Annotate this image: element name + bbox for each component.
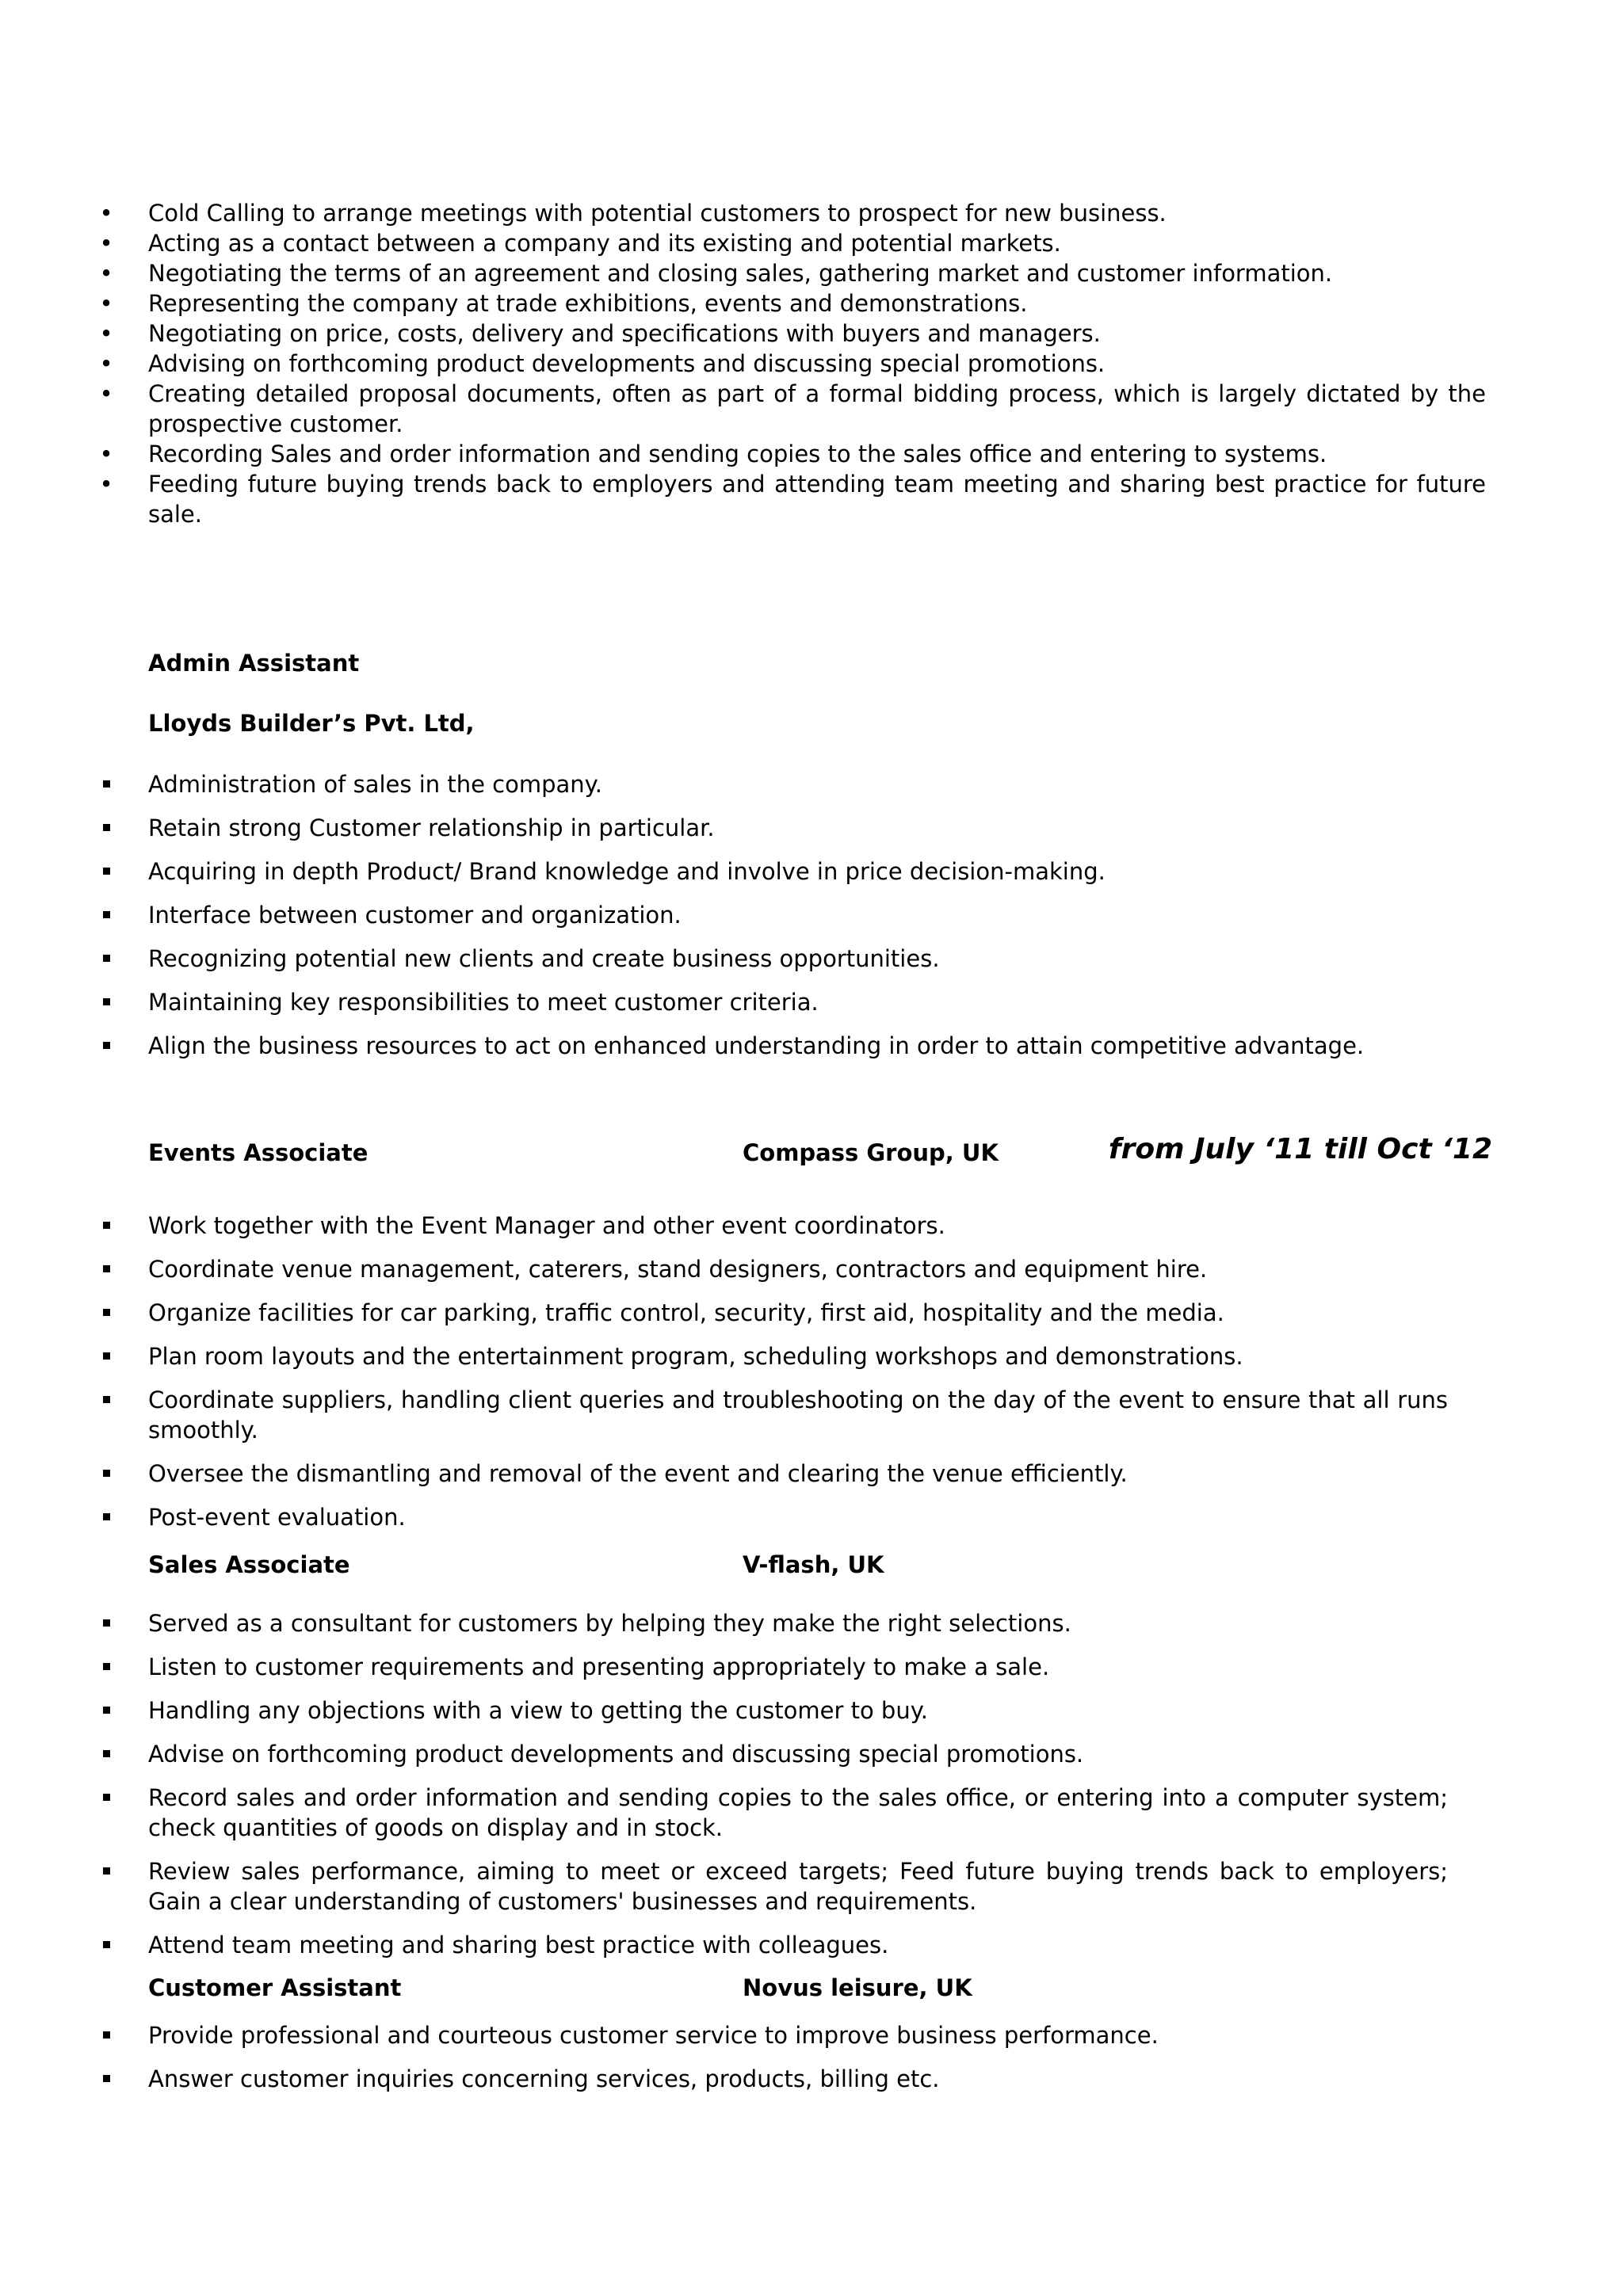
square-bullet-icon bbox=[103, 1513, 110, 1520]
list-item: Record sales and order information and sending copies to the sales office, or entering into a computer system; check quantities of goods on display and in stock. bbox=[51, 1783, 1448, 1843]
square-bullet-icon bbox=[103, 780, 110, 788]
square-bullet-icon bbox=[103, 911, 110, 918]
list-item: • Advising on forthcoming product developments and discussing special promotions. bbox=[99, 350, 1106, 377]
list-item: Oversee the dismantling and removal of the event and clearing the venue efficiently. bbox=[51, 1459, 1448, 1489]
square-bullet-icon bbox=[103, 1352, 110, 1360]
square-bullet-icon bbox=[103, 868, 110, 875]
top-responsibilities bbox=[99, 198, 1486, 529]
square-bullet-icon bbox=[103, 1619, 110, 1627]
square-bullet-icon bbox=[103, 1265, 110, 1272]
square-bullet-icon bbox=[103, 1309, 110, 1316]
list-item: Align the business resources to act on enhanced understanding in order to attain competitive advantage. bbox=[51, 1031, 1448, 1061]
square-bullet-icon bbox=[103, 2031, 110, 2039]
list-item: • Creating detailed proposal documents, often as part of a formal bidding process, which is largely dictated by the prospective customer. bbox=[99, 380, 1486, 437]
events-company: Compass Group, UK bbox=[743, 1139, 999, 1166]
bullet-icon: • bbox=[99, 200, 113, 227]
list-item: Post-event evaluation. bbox=[51, 1502, 1448, 1532]
list-item: Coordinate venue management, caterers, stand designers, contractors and equipment hire. bbox=[51, 1254, 1448, 1284]
list-item: Work together with the Event Manager and other event coordinators. bbox=[51, 1211, 1448, 1241]
square-bullet-icon bbox=[103, 1750, 110, 1757]
square-bullet-icon bbox=[103, 1867, 110, 1875]
list-item: • Negotiating the terms of an agreement and closing sales, gathering market and customer information. bbox=[99, 260, 1333, 287]
events-job-title: Events Associate bbox=[148, 1139, 369, 1166]
list-item: Maintaining key responsibilities to meet customer criteria. bbox=[51, 987, 1448, 1017]
list-item: Plan room layouts and the entertainment program, scheduling workshops and demonstrations. bbox=[51, 1341, 1448, 1371]
list-item: Retain strong Customer relationship in particular. bbox=[51, 813, 1448, 843]
events-bullet-list bbox=[51, 1211, 1448, 1532]
bullet-icon: • bbox=[99, 320, 113, 347]
list-item: Organize facilities for car parking, traffic control, security, first aid, hospitality and the media. bbox=[51, 1298, 1448, 1328]
events-responsibilities bbox=[148, 1211, 1448, 1546]
bullet-icon: • bbox=[99, 350, 113, 377]
bullet-icon: • bbox=[99, 260, 113, 287]
list-item: Review sales performance, aiming to meet or exceed targets; Feed future buying trends back to employers; Gain a clear understanding of customers' businesses and requirements. bbox=[51, 1856, 1448, 1917]
list-item: Attend team meeting and sharing best practice with colleagues. bbox=[51, 1930, 1448, 1960]
list-item: • Cold Calling to arrange meetings with potential customers to prospect for new business. bbox=[99, 200, 1167, 227]
admin-company: Lloyds Builder’s Pvt. Ltd, bbox=[148, 710, 475, 737]
square-bullet-icon bbox=[103, 955, 110, 962]
list-item: • Recording Sales and order information and sending copies to the sales office and entering to systems. bbox=[99, 441, 1327, 467]
sales-responsibilities bbox=[148, 1608, 1448, 1974]
events-dates: from July ‘11 till Oct ‘12 bbox=[1108, 1133, 1492, 1165]
customer-job-title: Customer Assistant bbox=[148, 1974, 402, 2001]
square-bullet-icon bbox=[103, 1941, 110, 1948]
customer-bullet-list bbox=[51, 2020, 1448, 2094]
list-item: Administration of sales in the company. bbox=[51, 769, 1448, 799]
bullet-icon: • bbox=[99, 230, 113, 257]
square-bullet-icon bbox=[103, 1042, 110, 1049]
square-bullet-icon bbox=[103, 1707, 110, 1714]
bullet-icon: • bbox=[99, 471, 113, 498]
square-bullet-icon bbox=[103, 824, 110, 831]
list-item: • Representing the company at trade exhibitions, events and demonstrations. bbox=[99, 290, 1028, 317]
list-item: Served as a consultant for customers by helping they make the right selections. bbox=[51, 1608, 1448, 1638]
square-bullet-icon bbox=[103, 1396, 110, 1403]
admin-responsibilities bbox=[148, 769, 1448, 1074]
bullet-icon: • bbox=[99, 380, 113, 407]
list-item: Coordinate suppliers, handling client queries and troubleshooting on the day of the event to ensure that all runs smoothly. bbox=[51, 1385, 1448, 1445]
list-item: Handling any objections with a view to getting the customer to buy. bbox=[51, 1695, 1448, 1726]
list-item: • Acting as a contact between a company and its existing and potential markets. bbox=[99, 230, 1061, 257]
customer-company: Novus leisure, UK bbox=[743, 1974, 972, 2001]
list-item: Interface between customer and organization. bbox=[51, 900, 1448, 930]
list-item: Advise on forthcoming product developments and discussing special promotions. bbox=[51, 1739, 1448, 1769]
square-bullet-icon bbox=[103, 1470, 110, 1477]
customer-responsibilities bbox=[148, 2020, 1448, 2107]
list-item: • Feeding future buying trends back to employers and attending team meeting and sharing best practice for future sale. bbox=[99, 471, 1486, 528]
sales-company: V-flash, UK bbox=[743, 1551, 884, 1578]
admin-bullet-list bbox=[51, 769, 1448, 1061]
list-item: Listen to customer requirements and presenting appropriately to make a sale. bbox=[51, 1652, 1448, 1682]
list-item: • Negotiating on price, costs, delivery and specifications with buyers and managers. bbox=[99, 320, 1101, 347]
list-item: Answer customer inquiries concerning services, products, billing etc. bbox=[51, 2064, 1448, 2094]
list-item: Provide professional and courteous customer service to improve business performance. bbox=[51, 2020, 1448, 2050]
list-item: Acquiring in depth Product/ Brand knowledge and involve in price decision-making. bbox=[51, 856, 1448, 887]
top-bullet-list bbox=[51, 198, 1486, 529]
admin-job-title: Admin Assistant bbox=[148, 650, 360, 677]
square-bullet-icon bbox=[103, 998, 110, 1005]
square-bullet-icon bbox=[103, 1663, 110, 1670]
square-bullet-icon bbox=[103, 1794, 110, 1801]
bullet-icon: • bbox=[99, 290, 113, 317]
list-item: Recognizing potential new clients and create business opportunities. bbox=[51, 944, 1448, 974]
square-bullet-icon bbox=[103, 1222, 110, 1229]
square-bullet-icon bbox=[103, 2075, 110, 2082]
bullet-icon: • bbox=[99, 441, 113, 467]
sales-job-title: Sales Associate bbox=[148, 1551, 350, 1578]
sales-bullet-list bbox=[51, 1608, 1448, 1960]
